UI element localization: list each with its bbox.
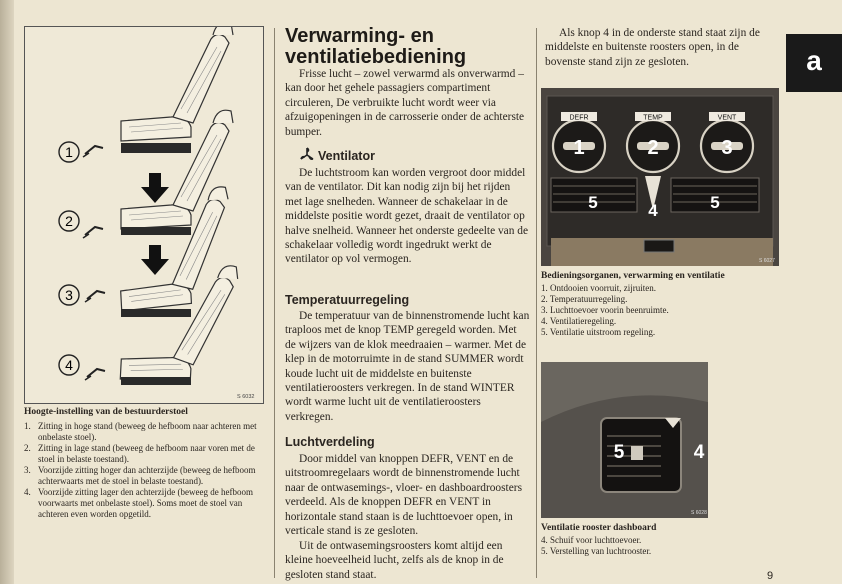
- callout-2: 2: [647, 137, 659, 159]
- callout-4: 4: [693, 442, 705, 463]
- callout-3: 3: [721, 137, 733, 159]
- step-marker-3: [59, 285, 79, 305]
- list-item: 4. Ventilatieregeling.: [541, 316, 617, 326]
- temp-label: TEMP: [643, 114, 663, 122]
- down-arrow-icon: [141, 173, 169, 203]
- ventilator-heading: Ventilator: [318, 149, 375, 163]
- seat-height-figure: [24, 26, 264, 404]
- vent-caption-list: [541, 535, 651, 557]
- distribution-heading: Luchtverdeling: [285, 435, 375, 449]
- seat-rail-4: [121, 377, 191, 385]
- page-number: 9: [767, 570, 774, 582]
- callout-5-right: 5: [710, 193, 720, 212]
- seat-caption-title: Hoogte-instelling van de bestuurderstoel: [24, 407, 188, 417]
- intro-paragraph: Frisse lucht – zowel verwarmd als onverwarmd – kan door het gehele passagiers compartiment circuleren, De verbruikte lucht wordt weer via afzuigopeningen in de carrosserie onder de achterste bumper.: [285, 68, 525, 138]
- list-item: 1. Zitting in hoge stand (beweeg de hefboom naar achteren met onbelaste stoel).: [24, 421, 257, 442]
- vent-label: VENT: [717, 114, 737, 122]
- knob-4-paragraph: Als knop 4 in de onderste stand staat zijn de middelste en buitenste roosters open, in de bovenste stand zijn ze gesloten.: [545, 27, 760, 68]
- svg-text:1: 1: [65, 144, 73, 160]
- temperature-paragraph: De temperatuur van de binnenstromende lucht kan traploos met de knop TEMP geregeld worden. Met de wijzers van de klok meedraaien – warmer. Met de klep in de motorruimte in de stand SUMMER wordt koude lucht uit de middelste en buitenste ventilatieroosters verkregen. In de stand WINTER wordt warme lucht uit de ventilatieroosters verkregen.: [285, 310, 530, 423]
- step-marker-1: [59, 142, 79, 162]
- column-divider: [536, 28, 537, 578]
- ventilator-paragraph: De luchtstroom kan worden vergroot door middel van de ventilator. Dit kan nodig zijn bij het rijden met lage snelheden. Wanneer de schakelaar in de middelste positie wordt gezet, draait de ventilator op halve snelheid. Wanneer het onderste gedeelte van de schakelaar volledig wordt ingedrukt werkt de ventilator op vol vermogen.: [285, 167, 529, 266]
- photo-ref: S 6027: [759, 258, 775, 264]
- distribution-paragraph: Door middel van knoppen DEFR, VENT en de uitstroomregelaars wordt de binnenstromende lucht naar de ontwasemings-, vloer- en dashboardroosters verdeeld. Als de knoppen DEFR en VENT in horizontale stand staan is de luchttoevoer open, in verticale stand is ze gesloten.: [285, 453, 523, 538]
- callout-4: 4: [648, 201, 658, 220]
- heater-controls-photo: [541, 88, 779, 266]
- page-binding-edge: [0, 0, 14, 584]
- list-item: 4. Voorzijde zitting lager den achterzijde (beweeg de hefboom voorwaarts met onbelaste stoel). Soms moet de stoel van achteren even worden opgetild.: [24, 487, 253, 519]
- svg-text:2: 2: [65, 213, 73, 229]
- list-item: 5. Ventilatie uitstroom regeling.: [541, 327, 656, 337]
- list-item: 4. Schuif voor luchttoevoer.: [541, 535, 642, 545]
- svg-text:3: 3: [65, 287, 73, 303]
- list-item: 3. Luchttoevoer voorin beenruimte.: [541, 305, 669, 315]
- seat-illustration: [25, 27, 263, 403]
- dashboard-vent-photo: [541, 362, 708, 518]
- figure-ref: S 6032: [237, 394, 255, 400]
- list-item: 5. Verstelling van luchtrooster.: [541, 546, 652, 556]
- controls-caption-list: [541, 283, 669, 338]
- callout-5-left: 5: [588, 193, 598, 212]
- section-tab: a: [786, 34, 842, 92]
- step-marker-4: [59, 355, 79, 375]
- list-item: 1. Ontdooien voorruit, zijruiten.: [541, 283, 656, 293]
- page-title: Verwarming- en ventilatiebediening: [285, 25, 467, 68]
- defr-label: DEFR: [569, 114, 589, 122]
- list-item: 2. Temperatuurregeling.: [541, 294, 628, 304]
- svg-text:4: 4: [65, 357, 73, 373]
- callout-1: 1: [573, 137, 585, 159]
- list-item: 2. Zitting in lage stand (beweeg de hefboom naar voren met de stoel in belaste toestand).: [24, 443, 255, 464]
- seat-rail-1: [121, 143, 191, 153]
- seat-rail-2: [121, 227, 191, 235]
- seat-rail-3: [121, 309, 191, 317]
- distribution-paragraph-2: Uit de ontwasemingsroosters komt altijd een kleine hoeveelheid lucht, zelfs als de knop in de gesloten stand staat.: [285, 540, 504, 581]
- callout-5: 5: [613, 442, 625, 463]
- temperature-heading: Temperatuurregeling: [285, 293, 410, 307]
- controls-caption-title: Bedieningsorganen, verwarming en ventilatie: [541, 271, 725, 281]
- vent-caption-title: Ventilatie rooster dashboard: [541, 523, 657, 533]
- photo-ref: S 6028: [691, 510, 707, 516]
- column-divider: [274, 28, 275, 578]
- seat-caption-list: [24, 421, 270, 520]
- list-item: 3. Voorzijde zitting hoger dan achterzijde (beweeg de hefboom achterwaarts met de stoel in belaste toestand).: [24, 465, 256, 486]
- step-marker-2: [59, 211, 79, 231]
- down-arrow-icon: [141, 245, 169, 275]
- fan-icon: [299, 147, 315, 168]
